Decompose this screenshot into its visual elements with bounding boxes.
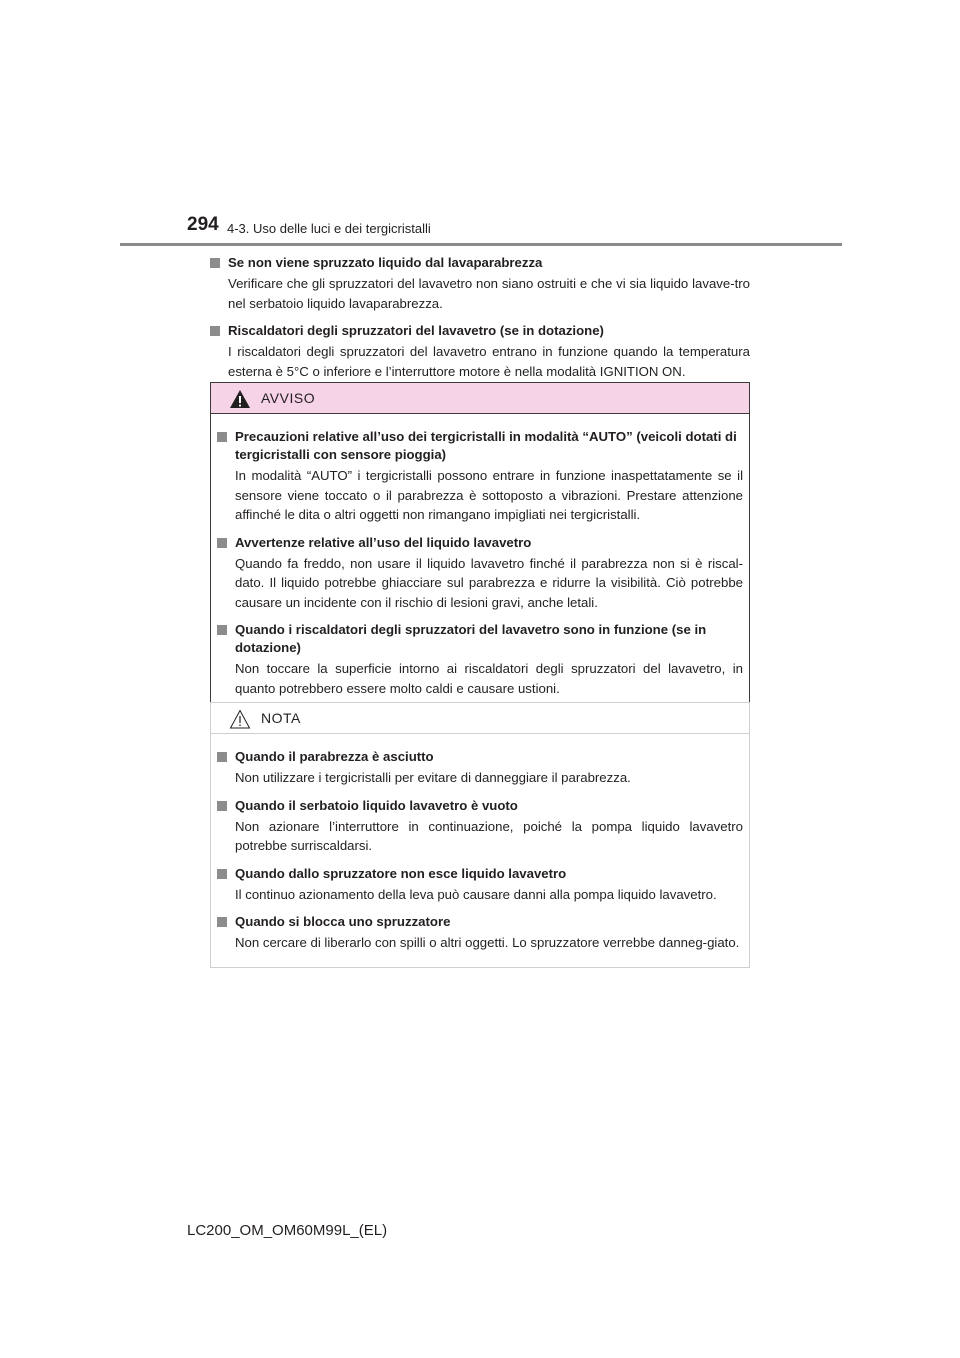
warning-triangle-icon [229, 389, 251, 409]
note-box [210, 702, 750, 968]
warning-label: AVVISO [261, 390, 316, 406]
intro-item-title: Riscaldatori degli spruzzatori del lavavetro (se in dotazione) [228, 323, 604, 338]
warning-item [217, 621, 743, 698]
intro-item-text: I riscaldatori degli spruzzatori del lavavetro entrano in funzione quando la temperatura esterna è 5°C o inferiore e l’interruttore motore è nella modalità IGNITION ON. [228, 344, 750, 379]
warning-item-title: Avvertenze relative all’uso del liquido lavavetro [235, 534, 532, 550]
intro-item-text: Verificare che gli spruzzatori del lavavetro non siano ostruiti e che vi sia liquido lavave-tro nel serbatoio liquido lavaparabrezza. [228, 276, 750, 311]
warning-item [217, 428, 743, 525]
bullet-square-icon [217, 801, 227, 811]
note-item-text: Non utilizzare i tergicristalli per evitare di danneggiare il parabrezza. [235, 770, 631, 785]
warning-box [210, 382, 750, 713]
note-item-text: Non azionare l’interruttore in continuazione, poiché la pompa liquido lavavetro potrebbe surriscaldarsi. [235, 818, 743, 853]
note-item-title: Quando si blocca uno spruzzatore [235, 914, 451, 929]
warning-item [217, 534, 743, 613]
intro-section [210, 254, 750, 381]
note-item-text: Non cercare di liberarlo con spilli o altri oggetti. Lo spruzzatore verrebbe danneg-giato. [235, 935, 740, 950]
bullet-square-icon [217, 917, 227, 927]
intro-item-title: Se non viene spruzzato liquido dal lavaparabrezza [228, 255, 543, 270]
warning-item-text: Non toccare la superficie intorno ai riscaldatori degli spruzzatori del lavavetro, in quanto potrebbero essere molto caldi e causare ustioni. [235, 661, 743, 696]
note-item-title: Quando il serbatoio liquido lavavetro è vuoto [235, 797, 518, 813]
note-item [217, 913, 743, 953]
bullet-square-icon [210, 258, 220, 268]
note-item-text: Il continuo azionamento della leva può causare danni alla pompa liquido lavavetro. [235, 886, 717, 902]
intro-item [210, 254, 750, 313]
caution-triangle-outline-icon [229, 709, 251, 729]
header-divider [120, 243, 842, 246]
bullet-square-icon [217, 752, 227, 762]
section-title: 4-3. Uso delle luci e dei tergicristalli [227, 221, 431, 236]
warning-item-title: Precauzioni relative all’uso dei tergicristalli in modalità “AUTO” (veicoli dotati di tergicristalli con sensore pioggia) [235, 429, 737, 462]
warning-item-title: Quando i riscaldatori degli spruzzatori del lavavetro sono in funzione (se in dotazione) [235, 622, 707, 655]
note-label: NOTA [261, 710, 301, 726]
intro-item [210, 322, 750, 381]
warning-item-text: In modalità “AUTO” i tergicristalli possono entrare in funzione inaspettatamente se il sensore viene toccato o il parabrezza è sottoposto a vibrazioni. Prestare attenzione affinché le dita o altri oggetti non rimangano impigliati nei tergicristalli. [235, 468, 743, 522]
note-item [217, 797, 743, 856]
document-code: LC200_OM_OM60M99L_(EL) [187, 1222, 388, 1239]
note-item [217, 748, 743, 788]
bullet-square-icon [217, 869, 227, 879]
bullet-square-icon [217, 432, 227, 442]
bullet-square-icon [217, 538, 227, 548]
note-box-header [211, 703, 749, 734]
bullet-square-icon [210, 326, 220, 336]
warning-box-body [211, 414, 749, 712]
bullet-square-icon [217, 625, 227, 635]
warning-item-text: Quando fa freddo, non usare il liquido lavavetro finché il parabrezza non si è riscal-dato. Il liquido potrebbe ghiacciare sul parabrezza e ridurre la visibilità. Ciò potrebbe causare un incidente con il rischio di lesioni gravi, anche letali. [235, 555, 743, 610]
page-number: 294 [187, 214, 219, 235]
note-item [217, 865, 743, 905]
note-box-body [211, 734, 749, 967]
warning-box-header [211, 383, 749, 414]
note-item-title: Quando dallo spruzzatore non esce liquido lavavetro [235, 865, 567, 881]
note-item-title: Quando il parabrezza è asciutto [235, 749, 434, 764]
